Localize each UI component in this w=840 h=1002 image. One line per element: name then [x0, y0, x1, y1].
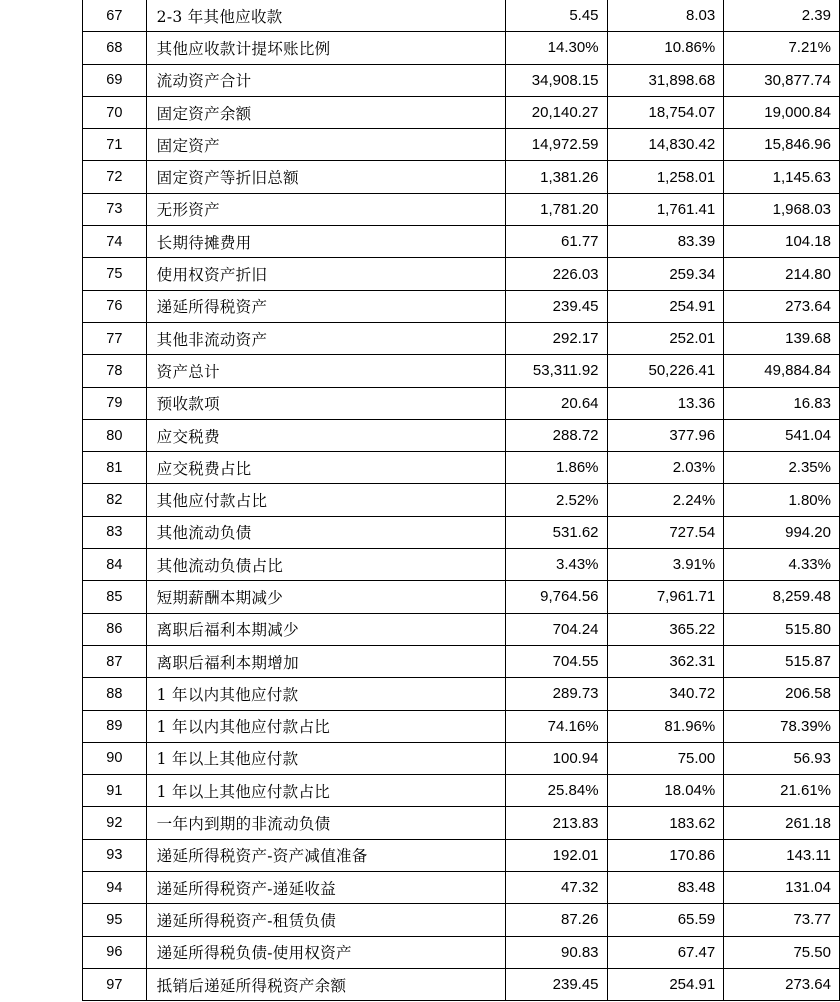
value-col1-cell: 20,140.27	[505, 96, 607, 128]
item-name-cell: 抵销后递延所得税资产余额	[146, 968, 505, 1000]
table-row	[83, 452, 840, 484]
table-row	[83, 484, 840, 516]
value-col2-cell: 2.24%	[607, 484, 724, 516]
table-row	[83, 936, 840, 968]
value-col2-cell: 7,961.71	[607, 581, 724, 613]
value-col3-cell: 4.33%	[724, 549, 840, 581]
row-index-cell: 95	[83, 904, 147, 936]
value-col2-cell: 3.91%	[607, 549, 724, 581]
row-index-cell: 77	[83, 322, 147, 354]
table-row	[83, 419, 840, 451]
value-col1-cell: 74.16%	[505, 710, 607, 742]
value-col2-cell: 365.22	[607, 613, 724, 645]
value-col3-cell: 104.18	[724, 226, 840, 258]
row-index-cell: 97	[83, 968, 147, 1000]
value-col2-cell: 362.31	[607, 645, 724, 677]
item-name-cell: 1 年以上其他应付款	[146, 742, 505, 774]
item-name-cell: 其他流动负债占比	[146, 549, 505, 581]
value-col1-cell: 14,972.59	[505, 129, 607, 161]
table-row	[83, 290, 840, 322]
value-col2-cell: 377.96	[607, 419, 724, 451]
value-col2-cell: 65.59	[607, 904, 724, 936]
value-col3-cell: 261.18	[724, 807, 840, 839]
table-row	[83, 581, 840, 613]
value-col2-cell: 81.96%	[607, 710, 724, 742]
row-index-cell: 89	[83, 710, 147, 742]
table-row	[83, 613, 840, 645]
item-name-cell: 固定资产等折旧总额	[146, 161, 505, 193]
item-name-cell: 2-3 年其他应收款	[146, 0, 505, 32]
table-row	[83, 904, 840, 936]
table-row	[83, 839, 840, 871]
item-name-cell: 长期待摊费用	[146, 226, 505, 258]
value-col1-cell: 1,781.20	[505, 193, 607, 225]
row-index-cell: 88	[83, 678, 147, 710]
row-index-cell: 75	[83, 258, 147, 290]
row-index-cell: 76	[83, 290, 147, 322]
value-col1-cell: 100.94	[505, 742, 607, 774]
item-name-cell: 其他流动负债	[146, 516, 505, 548]
item-name-cell: 预收款项	[146, 387, 505, 419]
item-name-cell: 1 年以上其他应付款占比	[146, 775, 505, 807]
item-name-cell: 离职后福利本期减少	[146, 613, 505, 645]
row-index-cell: 96	[83, 936, 147, 968]
value-col2-cell: 254.91	[607, 290, 724, 322]
value-col2-cell: 14,830.42	[607, 129, 724, 161]
value-col3-cell: 30,877.74	[724, 64, 840, 96]
value-col1-cell: 3.43%	[505, 549, 607, 581]
table-row	[83, 872, 840, 904]
item-name-cell: 使用权资产折旧	[146, 258, 505, 290]
value-col3-cell: 73.77	[724, 904, 840, 936]
value-col1-cell: 25.84%	[505, 775, 607, 807]
row-index-cell: 85	[83, 581, 147, 613]
value-col1-cell: 5.45	[505, 0, 607, 32]
item-name-cell: 流动资产合计	[146, 64, 505, 96]
table-row	[83, 516, 840, 548]
row-index-cell: 74	[83, 226, 147, 258]
value-col3-cell: 75.50	[724, 936, 840, 968]
table-row	[83, 807, 840, 839]
value-col1-cell: 531.62	[505, 516, 607, 548]
item-name-cell: 递延所得税资产	[146, 290, 505, 322]
row-index-cell: 94	[83, 872, 147, 904]
item-name-cell: 递延所得税资产-递延收益	[146, 872, 505, 904]
table-row	[83, 96, 840, 128]
item-name-cell: 资产总计	[146, 355, 505, 387]
value-col2-cell: 170.86	[607, 839, 724, 871]
item-name-cell: 递延所得税资产-租赁负债	[146, 904, 505, 936]
value-col2-cell: 50,226.41	[607, 355, 724, 387]
item-name-cell: 离职后福利本期增加	[146, 645, 505, 677]
value-col3-cell: 78.39%	[724, 710, 840, 742]
row-index-cell: 90	[83, 742, 147, 774]
value-col1-cell: 288.72	[505, 419, 607, 451]
financial-data-table	[82, 0, 840, 1001]
value-col1-cell: 704.55	[505, 645, 607, 677]
item-name-cell: 应交税费占比	[146, 452, 505, 484]
value-col3-cell: 21.61%	[724, 775, 840, 807]
table-row	[83, 742, 840, 774]
value-col3-cell: 56.93	[724, 742, 840, 774]
row-index-cell: 93	[83, 839, 147, 871]
row-index-cell: 78	[83, 355, 147, 387]
value-col1-cell: 2.52%	[505, 484, 607, 516]
row-index-cell: 73	[83, 193, 147, 225]
value-col1-cell: 53,311.92	[505, 355, 607, 387]
table-row	[83, 710, 840, 742]
value-col3-cell: 273.64	[724, 290, 840, 322]
value-col2-cell: 2.03%	[607, 452, 724, 484]
value-col3-cell: 206.58	[724, 678, 840, 710]
value-col3-cell: 515.87	[724, 645, 840, 677]
value-col2-cell: 83.39	[607, 226, 724, 258]
value-col2-cell: 67.47	[607, 936, 724, 968]
value-col1-cell: 192.01	[505, 839, 607, 871]
value-col3-cell: 2.35%	[724, 452, 840, 484]
table-row	[83, 645, 840, 677]
item-name-cell: 其他应收款计提坏账比例	[146, 32, 505, 64]
row-index-cell: 67	[83, 0, 147, 32]
value-col1-cell: 90.83	[505, 936, 607, 968]
value-col3-cell: 273.64	[724, 968, 840, 1000]
value-col2-cell: 254.91	[607, 968, 724, 1000]
value-col3-cell: 2.39	[724, 0, 840, 32]
row-index-cell: 68	[83, 32, 147, 64]
value-col2-cell: 18.04%	[607, 775, 724, 807]
value-col2-cell: 340.72	[607, 678, 724, 710]
table-row	[83, 387, 840, 419]
value-col2-cell: 10.86%	[607, 32, 724, 64]
value-col1-cell: 1,381.26	[505, 161, 607, 193]
value-col2-cell: 727.54	[607, 516, 724, 548]
row-index-cell: 87	[83, 645, 147, 677]
value-col3-cell: 19,000.84	[724, 96, 840, 128]
item-name-cell: 应交税费	[146, 419, 505, 451]
value-col3-cell: 515.80	[724, 613, 840, 645]
value-col1-cell: 292.17	[505, 322, 607, 354]
value-col1-cell: 226.03	[505, 258, 607, 290]
value-col1-cell: 239.45	[505, 290, 607, 322]
row-index-cell: 86	[83, 613, 147, 645]
row-index-cell: 83	[83, 516, 147, 548]
item-name-cell: 其他应付款占比	[146, 484, 505, 516]
table-row	[83, 355, 840, 387]
value-col3-cell: 16.83	[724, 387, 840, 419]
table-row	[83, 968, 840, 1000]
table-row	[83, 0, 840, 32]
item-name-cell: 固定资产	[146, 129, 505, 161]
row-index-cell: 91	[83, 775, 147, 807]
value-col2-cell: 183.62	[607, 807, 724, 839]
value-col3-cell: 214.80	[724, 258, 840, 290]
item-name-cell: 1 年以内其他应付款	[146, 678, 505, 710]
value-col3-cell: 131.04	[724, 872, 840, 904]
item-name-cell: 固定资产余额	[146, 96, 505, 128]
table-row	[83, 258, 840, 290]
item-name-cell: 其他非流动资产	[146, 322, 505, 354]
value-col1-cell: 213.83	[505, 807, 607, 839]
item-name-cell: 1 年以内其他应付款占比	[146, 710, 505, 742]
value-col3-cell: 541.04	[724, 419, 840, 451]
item-name-cell: 无形资产	[146, 193, 505, 225]
value-col3-cell: 1,968.03	[724, 193, 840, 225]
table-row	[83, 129, 840, 161]
value-col1-cell: 47.32	[505, 872, 607, 904]
value-col1-cell: 1.86%	[505, 452, 607, 484]
value-col3-cell: 1.80%	[724, 484, 840, 516]
value-col3-cell: 8,259.48	[724, 581, 840, 613]
value-col1-cell: 34,908.15	[505, 64, 607, 96]
row-index-cell: 69	[83, 64, 147, 96]
row-index-cell: 71	[83, 129, 147, 161]
value-col2-cell: 13.36	[607, 387, 724, 419]
row-index-cell: 82	[83, 484, 147, 516]
item-name-cell: 一年内到期的非流动负债	[146, 807, 505, 839]
value-col3-cell: 15,846.96	[724, 129, 840, 161]
value-col2-cell: 18,754.07	[607, 96, 724, 128]
item-name-cell: 短期薪酬本期减少	[146, 581, 505, 613]
table-row	[83, 678, 840, 710]
value-col3-cell: 994.20	[724, 516, 840, 548]
value-col1-cell: 14.30%	[505, 32, 607, 64]
item-name-cell: 递延所得税负债-使用权资产	[146, 936, 505, 968]
table-row	[83, 193, 840, 225]
table-row	[83, 549, 840, 581]
value-col1-cell: 87.26	[505, 904, 607, 936]
row-index-cell: 81	[83, 452, 147, 484]
item-name-cell: 递延所得税资产-资产减值准备	[146, 839, 505, 871]
value-col1-cell: 61.77	[505, 226, 607, 258]
value-col2-cell: 252.01	[607, 322, 724, 354]
value-col2-cell: 83.48	[607, 872, 724, 904]
value-col2-cell: 31,898.68	[607, 64, 724, 96]
value-col1-cell: 9,764.56	[505, 581, 607, 613]
value-col3-cell: 7.21%	[724, 32, 840, 64]
value-col3-cell: 143.11	[724, 839, 840, 871]
row-index-cell: 80	[83, 419, 147, 451]
table-row	[83, 161, 840, 193]
table-row	[83, 322, 840, 354]
table-row	[83, 32, 840, 64]
value-col1-cell: 289.73	[505, 678, 607, 710]
table-row	[83, 775, 840, 807]
value-col3-cell: 139.68	[724, 322, 840, 354]
value-col3-cell: 49,884.84	[724, 355, 840, 387]
row-index-cell: 70	[83, 96, 147, 128]
table-row	[83, 64, 840, 96]
value-col2-cell: 259.34	[607, 258, 724, 290]
row-index-cell: 84	[83, 549, 147, 581]
value-col1-cell: 704.24	[505, 613, 607, 645]
value-col2-cell: 1,761.41	[607, 193, 724, 225]
value-col2-cell: 1,258.01	[607, 161, 724, 193]
value-col3-cell: 1,145.63	[724, 161, 840, 193]
table-body	[83, 0, 840, 1001]
value-col2-cell: 8.03	[607, 0, 724, 32]
row-index-cell: 92	[83, 807, 147, 839]
row-index-cell: 72	[83, 161, 147, 193]
value-col1-cell: 239.45	[505, 968, 607, 1000]
value-col2-cell: 75.00	[607, 742, 724, 774]
value-col1-cell: 20.64	[505, 387, 607, 419]
row-index-cell: 79	[83, 387, 147, 419]
table-row	[83, 226, 840, 258]
